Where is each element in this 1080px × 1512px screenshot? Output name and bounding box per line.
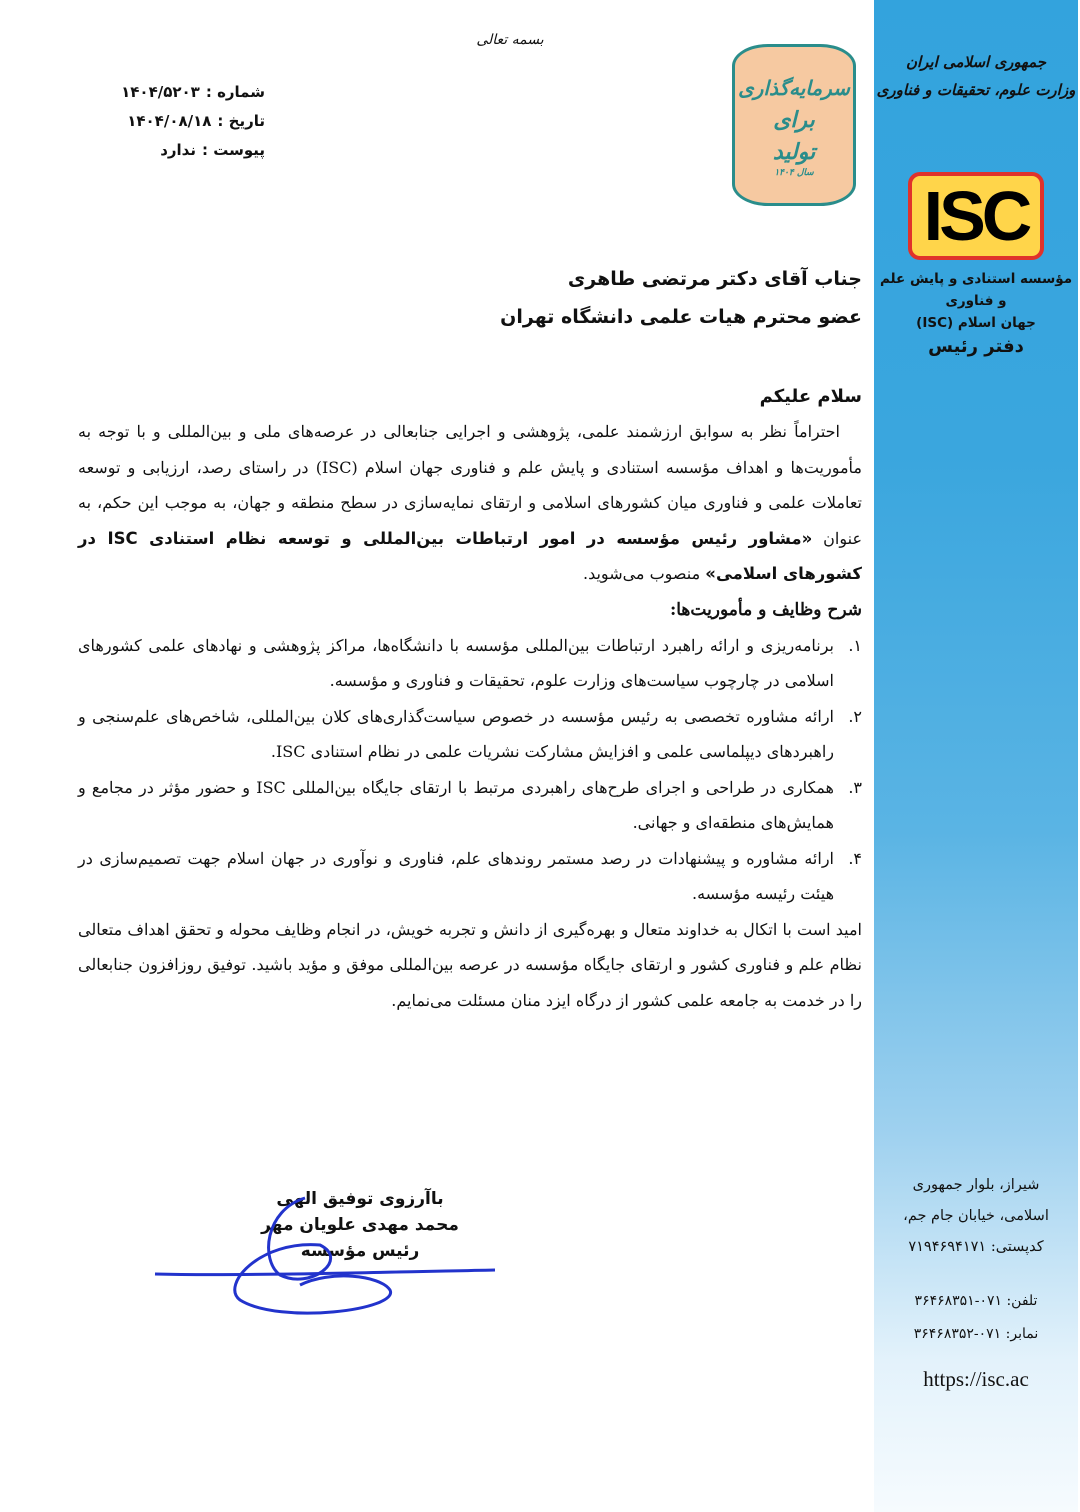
meta-number xyxy=(100,78,265,107)
meta-attachment xyxy=(100,136,265,165)
letter-meta xyxy=(100,78,265,165)
duties-list xyxy=(78,628,862,912)
isc-logo xyxy=(908,172,1044,260)
intro-end: منصوب می‌شوید. xyxy=(582,564,701,583)
phone-number xyxy=(874,1293,1078,1309)
recipient-title: عضو محترم هیات علمی دانشگاه تهران xyxy=(500,306,862,328)
appointment-title: «مشاور رئیس مؤسسه در امور ارتباطات بین‌المللی و توسعه نظام استنادی ISC در کشورهای اسلامی» xyxy=(78,528,862,583)
ministry-line-1: جمهوری اسلامی ایران xyxy=(905,53,1047,71)
emblem-line-1: سرمایه‌گذاری xyxy=(738,76,850,100)
isc-logo-text: ISC xyxy=(923,177,1029,255)
item-text: ارائه مشاوره و پیشنهادات در رصد مستمر روندهای علم، فناوری و نوآوری در جهان اسلام جهت تصمیم‌سازی در هیئت رئیسه مؤسسه. xyxy=(78,848,835,903)
greeting: سلام علیکم xyxy=(759,386,862,407)
phone-value: ۰۷۱-۳۶۴۶۸۳۵۱ xyxy=(914,1293,1002,1309)
duties-heading: شرح وظایف و مأموریت‌ها: xyxy=(669,599,862,620)
item-number: ۴. xyxy=(848,848,862,868)
recipient-name: جناب آقای دکتر مرتضی طاهری xyxy=(567,268,862,290)
meta-label: شماره : xyxy=(205,83,265,101)
item-number: ۱. xyxy=(848,635,862,655)
year-slogan-emblem xyxy=(732,44,856,206)
item-text: برنامه‌ریزی و ارائه راهبرد ارتباطات بین‌المللی مؤسسه با دانشگاه‌ها، مراکز پژوهشی و نهادهای علمی کشورهای اسلامی در چارچوب سیاست‌های وزارت علوم، تحقیقات و فناوری و مؤسسه. xyxy=(78,635,834,690)
ministry-name xyxy=(874,48,1078,104)
letter-body xyxy=(78,260,862,1018)
list-item xyxy=(78,841,862,912)
meta-value: ندارد xyxy=(160,141,196,159)
letterhead-sidebar xyxy=(874,0,1078,1512)
address-line-2: اسلامی، خیابان جام جم، xyxy=(903,1208,1049,1224)
intro-text: احتراماً نظر به سوابق ارزشمند علمی، پژوهشی و اجرایی جنابعالی در عرصه‌های ملی و بین‌المللی و با توجه به مأموریت‌ها و اهداف مؤسسه استنادی و پایش علم و فناوری جهان اسلام (ISC) در راستای رصد، ارزیابی و توسعه تعاملات علمی و فناوری میان کشورهای اسلامی و ارتقای نمایه‌سازی در سطح منطقه و جهان، به موجب این حکم، به عنوان xyxy=(78,422,862,548)
emblem-line-3: تولید xyxy=(772,139,816,165)
signer-name: محمد مهدی علویان مهر xyxy=(261,1215,459,1235)
phone-label: تلفن: xyxy=(1006,1293,1038,1309)
address-line-1: شیراز، بلوار جمهوری xyxy=(912,1177,1040,1193)
institute-line-2: جهان اسلام (ISC) xyxy=(916,315,1036,331)
emblem-year: سال ۱۴۰۴ xyxy=(774,168,814,178)
item-number: ۲. xyxy=(848,706,862,726)
ministry-line-2: وزارت علوم، تحقیقات و فناوری xyxy=(876,81,1076,99)
intro-paragraph xyxy=(78,414,862,592)
handwritten-signature-icon xyxy=(150,1190,500,1320)
meta-date xyxy=(100,107,265,136)
list-item xyxy=(78,699,862,770)
institute-name xyxy=(874,268,1078,334)
item-text: ارائه مشاوره تخصصی به رئیس مؤسسه در خصوص سیاست‌گذاری‌های کلان بین‌المللی، شاخص‌های علم‌سنجی و راهبردهای دیپلماسی علمی و افزایش مشارکت نشریات علمی در نظام استنادی ISC. xyxy=(78,706,834,761)
basmala: بسمه تعالی xyxy=(476,32,544,48)
address-block xyxy=(874,1170,1078,1263)
fax-value: ۰۷۱-۳۶۴۶۸۳۵۲ xyxy=(913,1326,1002,1342)
meta-value: ۱۴۰۴/۵۲۰۳ xyxy=(121,83,200,101)
recipient xyxy=(78,260,862,336)
fax-label: نمابر: xyxy=(1005,1326,1039,1342)
item-text: همکاری در طراحی و اجرای طرح‌های راهبردی مرتبط با ارتقای جایگاه بین‌المللی ISC و حضور مؤثر در مجامع و همایش‌های منطقه‌ای و جهانی. xyxy=(78,777,834,832)
meta-label: پیوست : xyxy=(201,141,265,159)
institute-line-1: مؤسسه استنادی و پایش علم و فناوری xyxy=(879,271,1073,309)
emblem-line-2: برای xyxy=(773,107,815,133)
closing-paragraph: امید است با اتکال به خداوند متعال و بهره‌گیری از دانش و تجربه خویش، در انجام وظایف محوله و تحقق اهداف متعالی نظام علم و فناوری کشور و ارتقای جایگاه مؤسسه در عرصه بین‌المللی موفق و مؤید باشید. توفیق روزافزون جنابعالی را در خدمت به جامعه علمی کشور از درگاه ایزد منان مسئلت می‌نمایم. xyxy=(78,919,862,1010)
list-item xyxy=(78,628,862,699)
meta-label: تاریخ : xyxy=(217,112,265,130)
list-item xyxy=(78,770,862,841)
signer-title: رئیس مؤسسه xyxy=(300,1241,420,1261)
postal-code: کدپستی: ۷۱۹۴۶۹۴۱۷۱ xyxy=(908,1239,1044,1255)
office-name: دفتر رئیس xyxy=(928,336,1024,357)
fax-number xyxy=(874,1326,1078,1342)
website-link[interactable]: https://isc.ac xyxy=(923,1367,1029,1391)
meta-value: ۱۴۰۴/۰۸/۱۸ xyxy=(127,112,212,130)
signature-wish: باآرزوی توفیق الهی xyxy=(276,1189,444,1209)
item-number: ۳. xyxy=(848,777,862,797)
